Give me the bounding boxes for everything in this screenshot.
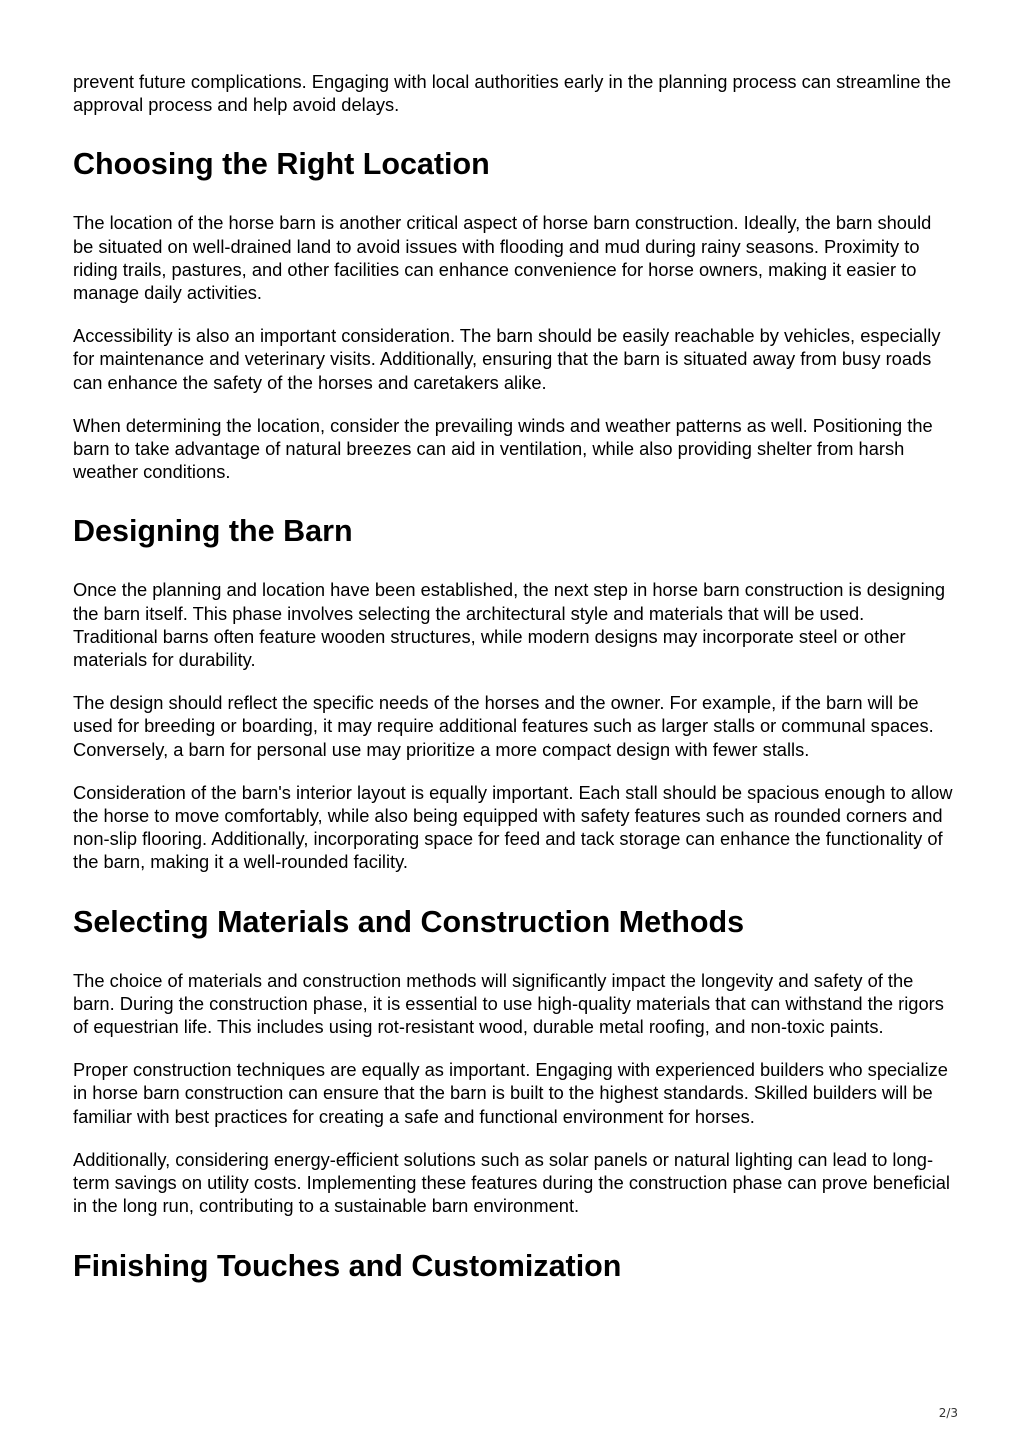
paragraph-location-3: When determining the location, consider the prevailing winds and weather patterns as well. Positioning the barn to take advantage of natural breezes can aid in ventilation, while also providing shelter from harsh weather conditions. — [73, 414, 933, 483]
heading-materials: Selecting Materials and Construction Methods — [73, 904, 745, 939]
paragraph-materials-3: Additionally, considering energy-efficient solutions such as solar panels or natural lighting can lead to long-term savings on utility costs. Implementing these features during the construction phase can prove beneficial in the long run, contributing to a sustainable barn environment. — [73, 1148, 950, 1217]
paragraph-intro: prevent future complications. Engaging with local authorities early in the planning process can streamline the approval process and help avoid delays. — [73, 71, 951, 116]
paragraph-design-3: Consideration of the barn's interior layout is equally important. Each stall should be spacious enough to allow the horse to move comfortably, while also being equipped with safety features such as rounded corners and non-slip flooring. Additionally, incorporating space for feed and tack storage can enhance the functionality of the barn, making it a well-rounded facility. — [73, 781, 953, 873]
paragraph-location-2: Accessibility is also an important consideration. The barn should be easily reachable by vehicles, especially for maintenance and veterinary visits. Additionally, ensuring that the barn is situated away from busy roads can enhance the safety of the horses and caretakers alike. — [73, 325, 941, 393]
page-number: 2/3 — [938, 1406, 958, 1420]
paragraph-materials-2: Proper construction techniques are equally as important. Engaging with experienced builders who specialize in horse barn construction can ensure that the barn is built to the highest standards. Skilled builders will be familiar with best practices for creating a safe and functional environment for horses. — [73, 1059, 948, 1127]
paragraph-design-1: Once the planning and location have been established, the next step in horse barn construction is designing the barn itself. This phase involves selecting the architectural style and materials that will be used. Traditional barns often feature wooden structures, while modern designs may incorporate steel or other materials for durability. — [73, 579, 945, 671]
paragraph-design-2: The design should reflect the specific needs of the horses and the owner. For example, if the barn will be used for breeding or boarding, it may require additional features such as larger stalls or communal spaces. Conversely, a barn for personal use may prioritize a more compact design with fewer stalls. — [73, 692, 934, 760]
paragraph-location-1: The location of the horse barn is another critical aspect of horse barn construction. Ideally, the barn should be situated on well-drained land to avoid issues with flooding and mud during rainy seasons. Proximity to riding trails, pastures, and other facilities can enhance convenience for horse owners, making it easier to manage daily activities. — [73, 212, 932, 304]
paragraph-materials-1: The choice of materials and construction methods will significantly impact the longevity and safety of the barn. During the construction phase, it is essential to use high-quality materials that can withstand the rigors of equestrian life. This includes using rot-resistant wood, durable metal roofing, and non-toxic paints. — [73, 969, 944, 1038]
heading-finishing: Finishing Touches and Customization — [73, 1248, 622, 1283]
heading-location: Choosing the Right Location — [73, 147, 490, 182]
heading-design: Designing the Barn — [73, 514, 353, 549]
document-body — [73, 70, 953, 1284]
